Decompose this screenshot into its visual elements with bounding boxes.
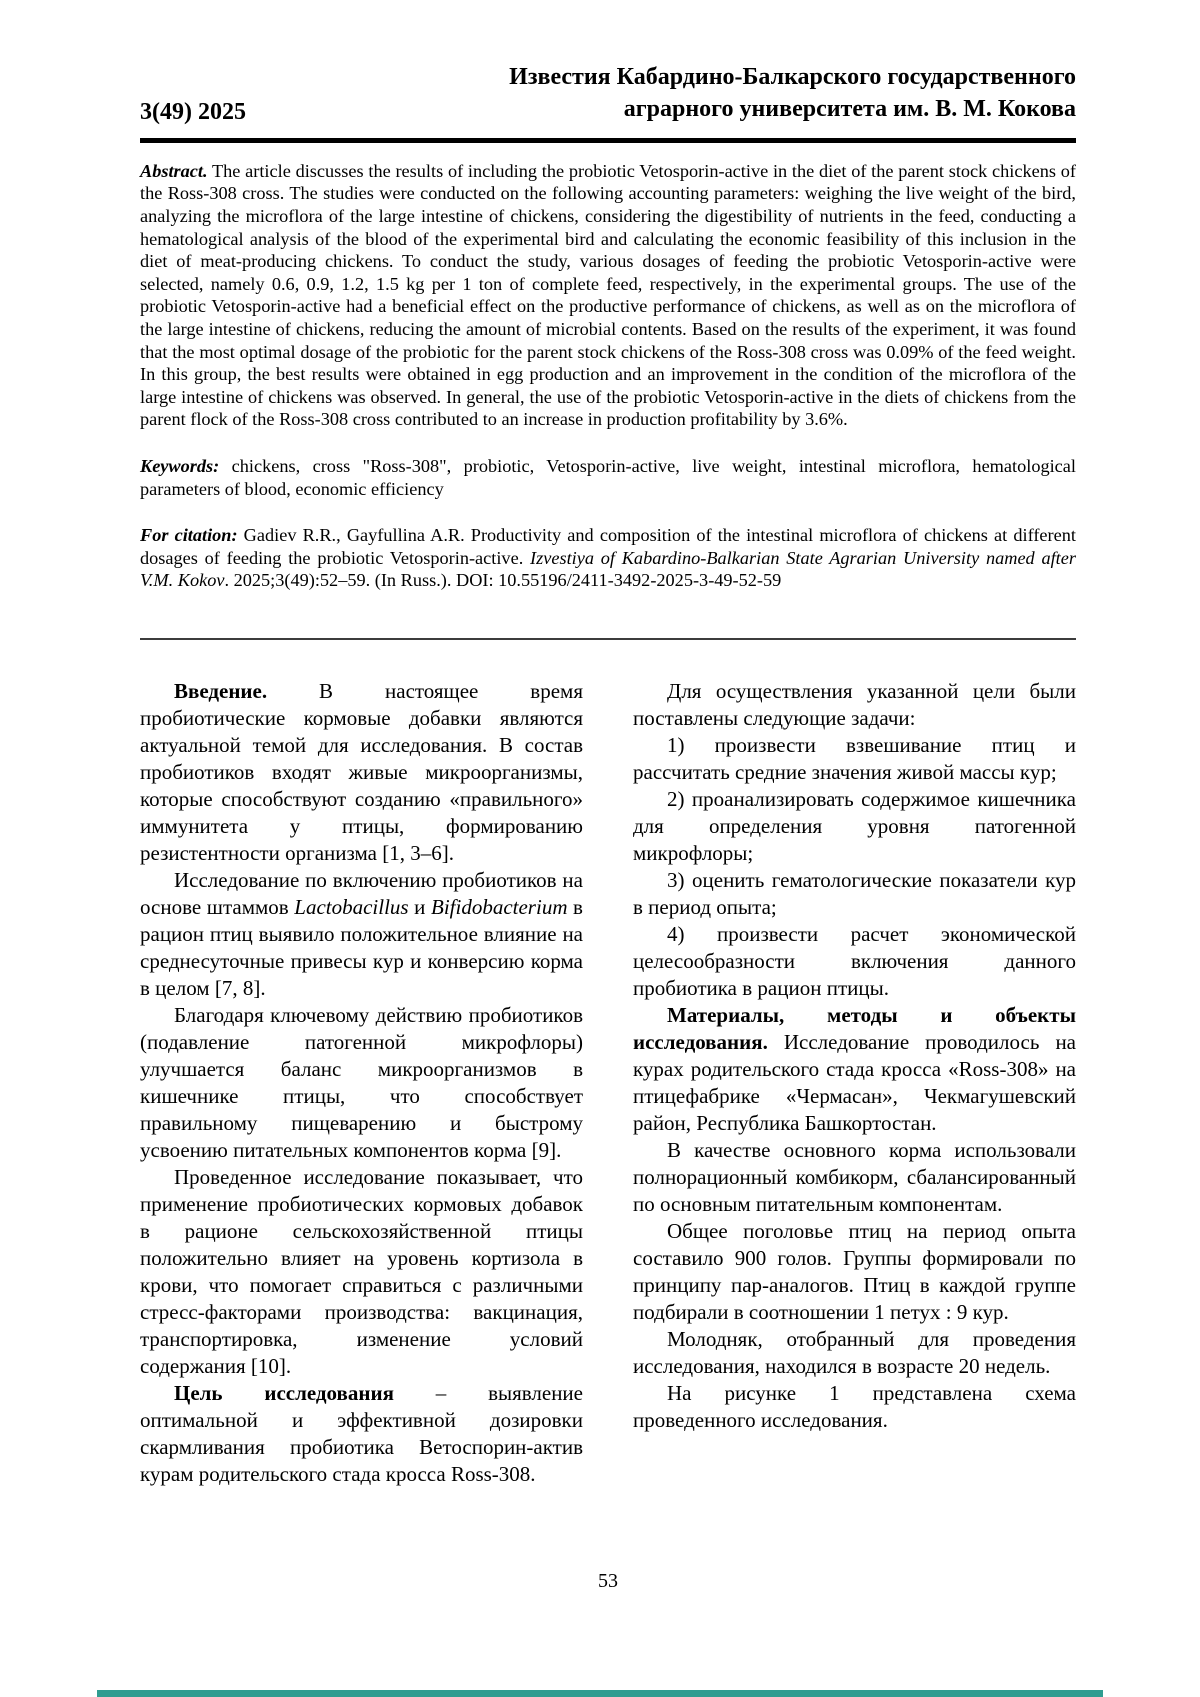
strains-text-3: в рацион птиц выявило положительное влияние на среднесуточные привесы кур и конверсию корма в целом [7, 8]. [140, 894, 583, 1000]
paragraph-introduction [140, 678, 583, 867]
keywords-label: Keywords: [140, 455, 220, 476]
paragraph-tasks-intro: Для осуществления указанной цели были поставлены следующие задачи: [633, 678, 1076, 730]
citation-label: For citation: [140, 525, 238, 546]
issue-number: 3(49) 2025 [140, 98, 246, 125]
journal-title [509, 62, 1076, 126]
materials-text: Исследование проводилось на курах родительского стада кросса «Ross-308» на птицефабрике «Чермасан», Чекмагушевский район, Республика Башкортостан. [633, 1029, 1076, 1135]
paragraph-livestock: Общее поголовье птиц на период опыта составило 900 голов. Группы формировали по принципу пар-аналогов. Птиц в каждой группе подбирали в соотношении 1 петух : 9 кур. [633, 1218, 1076, 1324]
journal-title-line-1: Известия Кабардино-Балкарского государственного [509, 64, 1076, 90]
citation-paragraph [140, 524, 1076, 592]
abstract-text: The article discusses the results of including the probiotic Vetosporin-active in the diet of the parent stock chickens of the Ross-308 cross. The studies were conducted on the following accounting parameters: weighing the live weight of the bird, analyzing the microflora of the large intestine of chickens, considering the digestibility of nutrients in the feed, conducting a hematological analysis of the blood of the experimental bird and calculating the economic feasibility of this inclusion in the diet of meat-producing chickens. To conduct the study, various dosages of feeding the probiotic Vetosporin-active were selected, namely 0.6, 0.9, 1.2, 1.5 kg per 1 ton of complete feed, respectively, in the experimental groups. The use of the probiotic Vetosporin-active had a beneficial effect on the productive performance of chickens, as well as on the microflora of the large intestine of chickens, reducing the amount of microbial contents. Based on the results of the experiment, it was found that the most optimal dosage of the probiotic for the parent stock chickens of the Ross-308 cross was 0.09% of the feed weight. In this group, the best results were obtained in egg production and an improvement in the condition of the microflora of the large intestine of chickens was observed. In general, the use of the probiotic Vetosporin-active in the diets of chickens from the parent flock of the Ross-308 cross contributed to an increase in production profitability by 3.6%. [140, 160, 1076, 430]
paragraph-cortisol: Проведенное исследование показывает, что применение пробиотических кормовых добавок в рационе сельскохозяйственной птицы положительно влияет на уровень кортизола в крови, что помогает справиться с различными стресс-факторами производства: вакцинация, транспортировка, изменение условий содержания [10]. [140, 1164, 583, 1378]
paragraph-feed: В качестве основного корма использовали полнорационный комбикорм, сбалансированный по основным питательным компонентам. [633, 1137, 1076, 1216]
strains-text-2: и [408, 894, 431, 919]
citation-issue-doi: . 2025;3(49):52–59. (In Russ.). DOI: 10.55196/2411-3492-2025-3-49-52-59 [224, 570, 782, 591]
paragraph-balance: Благодаря ключевому действию пробиотиков (подавление патогенной микрофлоры) улучшается баланс микроорганизмов в кишечнике птицы, что способствует правильному пищеварению и быстрому усвоению питательных компонентов корма [9]. [140, 1002, 583, 1162]
left-column [140, 678, 583, 1488]
bifidobacterium-term: Bifidobacterium [431, 894, 568, 919]
paragraph-goal [140, 1380, 583, 1488]
materials-heading: Материалы, методы и объекты исследования. [633, 1002, 1076, 1054]
abstract-label: Abstract. [140, 160, 208, 181]
citation-journal-name: Izvestiya of Kabardino-Balkarian State Agrarian University named after V.M. Kokov [140, 547, 1076, 591]
page-content [140, 0, 1076, 1488]
paragraph-figure-ref: На рисунке 1 представлена схема проведенного исследования. [633, 1380, 1076, 1432]
abstract-paragraph [140, 160, 1076, 431]
citation-authors-title: Gadiev R.R., Gayfullina A.R. Productivity and composition of the intestinal microflora of chickens at different dosages of feeding the probiotic Vetosporin-active. [140, 525, 1076, 568]
paragraph-materials [633, 1002, 1076, 1137]
introduction-heading: Введение. [174, 678, 268, 703]
paragraph-task-2: 2) проанализировать содержимое кишечника для определения уровня патогенной микрофлоры; [633, 786, 1076, 865]
journal-header [140, 0, 1076, 143]
page-number: 53 [598, 1570, 618, 1592]
bottom-accent-bar [97, 1690, 1103, 1697]
article-body [140, 678, 1076, 1488]
goal-heading: Цель исследования [174, 1380, 394, 1405]
right-column [633, 678, 1076, 1488]
goal-text: – выявление оптимальной и эффективной дозировки скармливания пробиотика Ветоспорин-актив курам родительского стада кросса Ross-308. [140, 1380, 583, 1486]
section-divider [140, 638, 1076, 640]
journal-title-line-2: аграрного университета им. В. М. Кокова [623, 95, 1076, 122]
paragraph-task-1: 1) произвести взвешивание птиц и рассчитать средние значения живой массы кур; [633, 732, 1076, 784]
strains-text-1: Исследование по включению пробиотиков на основе штаммов [140, 867, 583, 919]
keywords-paragraph [140, 455, 1076, 500]
introduction-text: В настоящее время пробиотические кормовые добавки являются актуальной темой для исследования. В состав пробиотиков входят живые микроорганизмы, которые способствуют созданию «правильного» иммунитета у птицы, формированию резистентности организма [1, 3–6]. [140, 678, 583, 865]
paragraph-task-4: 4) произвести расчет экономической целесообразности включения данного пробиотика в рацион птицы. [633, 921, 1076, 1000]
lactobacillus-term: Lactobacillus [294, 894, 409, 919]
paragraph-age: Молодняк, отобранный для проведения исследования, находился в возрасте 20 недель. [633, 1326, 1076, 1378]
keywords-text: chickens, cross "Ross-308", probiotic, Vetosporin-active, live weight, intestinal microflora, hematological parameters of blood, economic efficiency [140, 455, 1076, 499]
paragraph-strains [140, 867, 583, 1002]
paragraph-task-3: 3) оценить гематологические показатели кур в период опыта; [633, 867, 1076, 919]
